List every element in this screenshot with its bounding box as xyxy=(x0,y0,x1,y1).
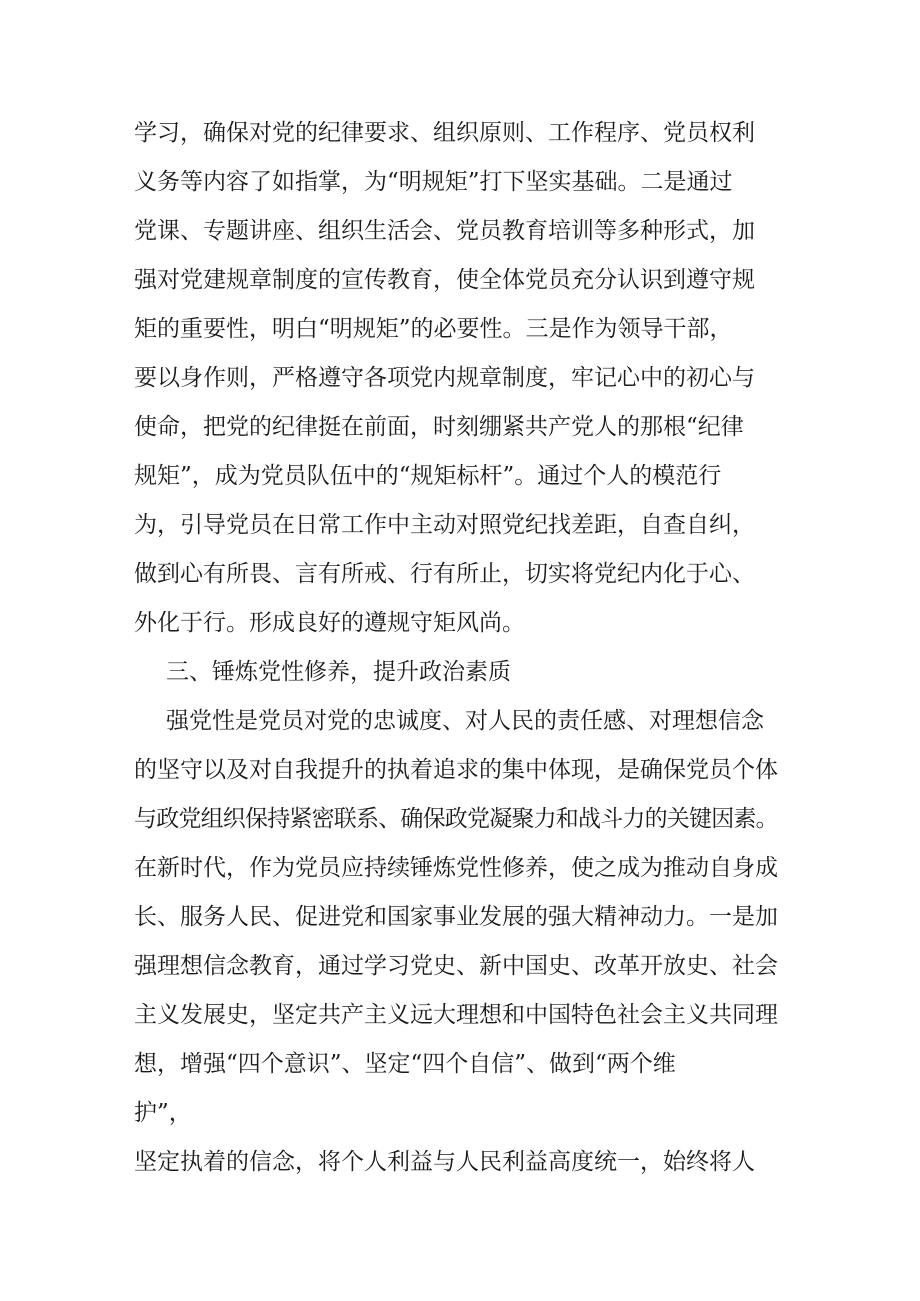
text-line: 的坚守以及对自我提升的执着追求的集中体现，是确保党员个体 xyxy=(134,757,778,783)
text-line: 矩的重要性，明白“明规矩”的必要性。三是作为领导干部， xyxy=(134,316,733,342)
text-line: 想，增强“四个意识”、坚定“四个自信”、做到“两个维 xyxy=(134,1051,676,1077)
text-line: 护”， xyxy=(134,1100,192,1126)
text-line: 在新时代，作为党员应持续锤炼党性修养，使之成为推动自身成 xyxy=(134,855,778,881)
text-line: 坚定执着的信念，将个人利益与人民利益高度统一，始终将人 xyxy=(134,1149,755,1175)
text-line: 使命，把党的纪律挺在前面，时刻绷紧共产党人的那根“纪律 xyxy=(134,414,744,440)
text-line: 做到心有所畏、言有所戒、行有所止，切实将党纪内化于心、 xyxy=(134,561,755,587)
text-line: 强理想信念教育，通过学习党史、新中国史、改革开放史、社会 xyxy=(134,953,778,979)
section-heading: 三、锤炼党性修养，提升政治素质 xyxy=(166,659,511,685)
text-line: 主义发展史，坚定共产主义远大理想和中国特色社会主义共同理 xyxy=(134,1002,778,1028)
text-line: 与政党组织保持紧密联系、确保政党凝聚力和战斗力的关键因素。 xyxy=(134,806,778,832)
text-line: 要以身作则，严格遵守各项党内规章制度，牢记心中的初心与 xyxy=(134,365,755,391)
text-line: 外化于行。形成良好的遵规守矩风尚。 xyxy=(134,610,525,636)
text-line: 学习，确保对党的纪律要求、组织原则、工作程序、党员权利 xyxy=(134,120,755,146)
text-line: 党课、专题讲座、组织生活会、党员教育培训等多种形式，加 xyxy=(134,218,755,244)
text-line: 规矩”，成为党员队伍中的“规矩标杆”。通过个人的模范行 xyxy=(134,463,722,489)
text-line: 长、服务人民、促进党和国家事业发展的强大精神动力。一是加 xyxy=(134,904,778,930)
text-line: 义务等内容了如指掌，为“明规矩”打下坚实基础。二是通过 xyxy=(134,169,733,195)
text-line: 强对党建规章制度的宣传教育，使全体党员充分认识到遵守规 xyxy=(134,267,755,293)
text-line: 强党性是党员对党的忠诚度、对人民的责任感、对理想信念 xyxy=(166,708,764,734)
text-line: 为，引导党员在日常工作中主动对照党纪找差距，自查自纠， xyxy=(134,512,755,538)
